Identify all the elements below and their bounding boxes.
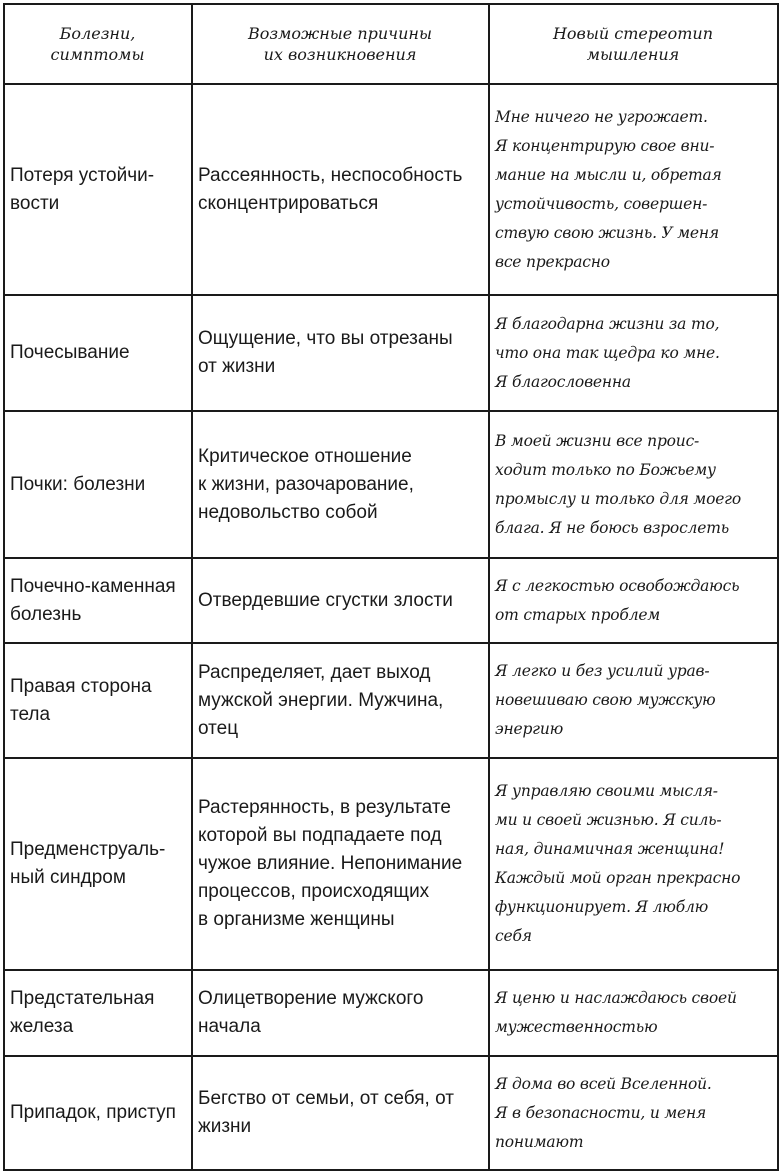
cause-text: Распределяет, дает выход мужской энергии. Мужчина, отец [198, 661, 444, 739]
cause-cell [192, 970, 489, 1056]
symptom-cell [4, 1056, 192, 1170]
symptom-cell [4, 558, 192, 643]
cause-cell [192, 643, 489, 758]
symptom-cell [4, 411, 192, 558]
symptom-text: Предстательная железа [10, 988, 155, 1037]
affirmation-text: Я с легкостью освобождаюсь от старых проблем [495, 576, 740, 624]
affirmation-text: Я дома во всей Вселенной. Я в безопасности, и меня понимают [495, 1074, 712, 1151]
affirmation-text: Я ценю и наслаждаюсь своей мужественностью [495, 989, 737, 1036]
symptoms-table [3, 3, 779, 1171]
symptom-text: Почки: болезни [10, 473, 146, 495]
cause-cell [192, 758, 489, 970]
cause-cell [192, 84, 489, 295]
cause-text: Олицетворение мужского начала [198, 988, 424, 1037]
header-row [4, 4, 778, 84]
header-new-thinking-text: Новый стереотип мышления [552, 24, 714, 64]
cause-text: Рассеянность, неспособность сконцентрироваться [198, 164, 463, 214]
affirmation-text: Я благодарна жизни за то, что она так щедра ко мне. Я благословенна [495, 314, 720, 391]
affirmation-cell [489, 1056, 778, 1170]
table-row [4, 758, 778, 970]
affirmation-cell [489, 643, 778, 758]
affirmation-cell [489, 295, 778, 411]
symptom-cell [4, 970, 192, 1056]
cause-text: Отвердевшие сгустки злости [198, 589, 453, 611]
cause-cell [192, 1056, 489, 1170]
symptom-cell [4, 84, 192, 295]
cause-text: Бегство от семьи, от себя, от жизни [198, 1088, 454, 1137]
table-row [4, 411, 778, 558]
affirmation-cell [489, 758, 778, 970]
header-new-thinking [489, 4, 778, 84]
cause-cell [192, 295, 489, 411]
cause-text: Растерянность, в результате которой вы подпадаете под чужое влияние. Непонимание процессов, происходящих в организме женщины [198, 797, 463, 930]
cause-text: Ощущение, что вы отрезаны от жизни [198, 328, 453, 377]
symptom-text: Потеря устойчи- вости [10, 164, 155, 214]
symptom-text: Предменструаль- ный синдром [10, 839, 166, 888]
table-row [4, 558, 778, 643]
affirmation-text: В моей жизни все проис- ходит только по Божьему промыслу и только для моего блага. Я не боюсь взрослеть [495, 431, 741, 537]
symptom-cell [4, 758, 192, 970]
symptom-cell [4, 295, 192, 411]
affirmation-text: Я управляю своими мысля- ми и своей жизнью. Я силь- ная, динамичная женщина! Каждый мой орган прекрасно функционирует. Я люблю себя [495, 782, 741, 945]
affirmation-cell [489, 411, 778, 558]
affirmation-cell [489, 84, 778, 295]
affirmation-cell [489, 558, 778, 643]
cause-cell [192, 558, 489, 643]
symptom-text: Правая сторона тела [10, 675, 152, 725]
header-symptoms [4, 4, 192, 84]
table-row [4, 295, 778, 411]
affirmation-cell [489, 970, 778, 1056]
symptom-text: Почечно-каменная болезнь [10, 575, 176, 625]
affirmation-text: Я легко и без усилий урав- новешиваю свою мужскую энергию [495, 662, 716, 738]
affirmation-text: Мне ничего не угрожает. Я концентрирую свое вни- мание на мысли и, обретая устойчивость, совершен- ствую свою жизнь. У меня все прекрасно [495, 107, 722, 271]
table-row [4, 643, 778, 758]
table-row [4, 84, 778, 295]
table-row [4, 1056, 778, 1170]
header-symptoms-text: Болезни, симптомы [50, 24, 145, 64]
header-causes-text: Возможные причины их возникновения [247, 24, 432, 64]
symptom-cell [4, 643, 192, 758]
header-causes [192, 4, 489, 84]
symptom-text: Почесывание [10, 342, 130, 363]
cause-cell [192, 411, 489, 558]
symptom-text: Припадок, приступ [10, 1102, 176, 1123]
table-row [4, 970, 778, 1056]
cause-text: Критическое отношение к жизни, разочарование, недовольство собой [198, 445, 414, 523]
